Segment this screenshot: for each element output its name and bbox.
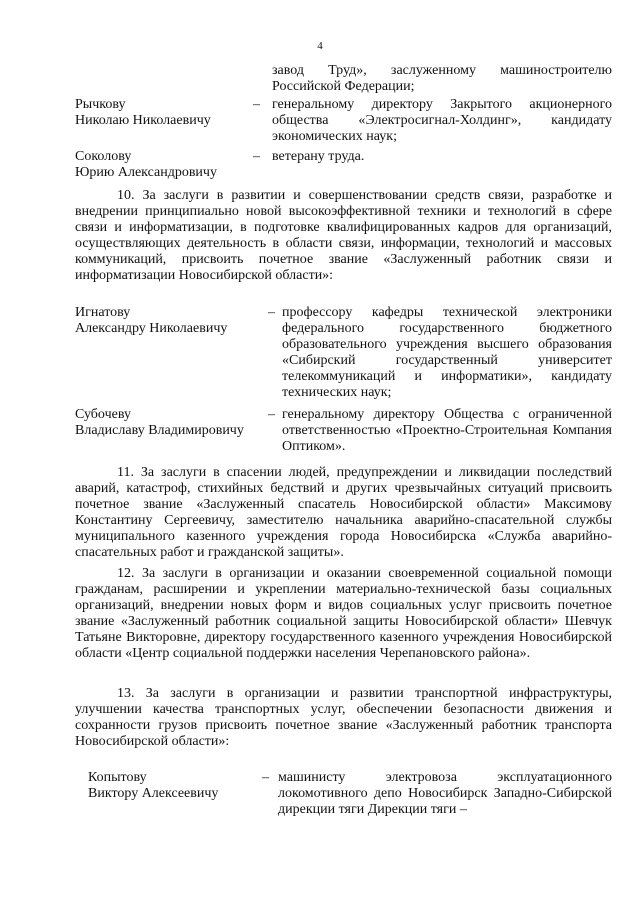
dash: – [268,407,275,422]
paragraph-10: 10. За заслуги в развитии и совершенствовании средств связи, разработке и внедрении принципиально новой высокоэффективной техники и технологий в сфере связи и информатизации, в подготовке квалифицированных кадров для организаций, осуществляющих деятельность в области связи, информации, технологий и массовых коммуникаций, присвоить почетное звание «Заслуженный работник связи и информатизации Новосибирской области»: [75,188,612,283]
entry-description: генеральному директору Закрытого акционерного общества «Электросигнал-Холдинг», кандидату экономических наук; [272,97,612,144]
paragraph-13: 13. За заслуги в организации и развитии транспортной инфраструктуры, улучшении качества транспортных услуг, обеспечении безопасности движения и сохранности грузов присвоить почетное звание «Заслуженный работник транспорта Новосибирской области»: [75,686,612,749]
recipient-name: Рычкову Николаю Николаевичу [75,97,211,128]
recipient-name: Соколову Юрию Александровичу [75,149,217,180]
page-number: 4 [317,40,323,52]
dash: – [253,97,260,112]
recipient-name: Игнатову Александру Николаевичу [75,305,228,336]
paragraph-12: 12. За заслуги в организации и оказании своевременной социальной помощи гражданам, расширении и укреплении материально-технической базы социальных организаций, внедрении новых форм и видов социальных услуг присвоить почетное звание «Заслуженный работник социальной защиты Новосибирской области» Шевчук Татьяне Викторовне, директору государственного казенного учреждения Новосибирской области «Центр социальной поддержки населения Черепановского района». [75,566,612,661]
entry-description: генеральному директору Общества с ограниченной ответственностью «Проектно-Строительная Компания Оптиком». [282,407,612,454]
dash: – [253,149,260,164]
entry-description: профессору кафедры технической электроники федерального государственного бюджетного образовательного учреждения высшего образования «Сибирский государственный университет телекоммуникаций и информатики», кандидату технических наук; [282,305,612,400]
entry-description: завод Труд», заслуженному машиностроителю Российской Федерации; [272,63,612,94]
entry-description: машинисту электровоза эксплуатационного локомотивного депо Новосибирск Западно-Сибирской дирекции тяги Дирекции тяги – [278,770,612,817]
recipient-name: Копытову Виктору Алексеевичу [88,770,219,801]
dash: – [268,305,275,320]
paragraph-11: 11. За заслуги в спасении людей, предупреждении и ликвидации последствий аварий, катастроф, стихийных бедствий и других чрезвычайных ситуаций присвоить почетное звание «Заслуженный спасатель Новосибирской области» Максимову Константину Сергеевичу, заместителю начальника аварийно-спасательной службы муниципального казенного учреждения города Новосибирска «Служба аварийно-спасательных работ и гражданской защиты». [75,465,612,560]
entry-description: ветерану труда. [272,149,365,164]
recipient-name: Субочеву Владиславу Владимировичу [75,407,244,438]
dash: – [262,770,269,785]
